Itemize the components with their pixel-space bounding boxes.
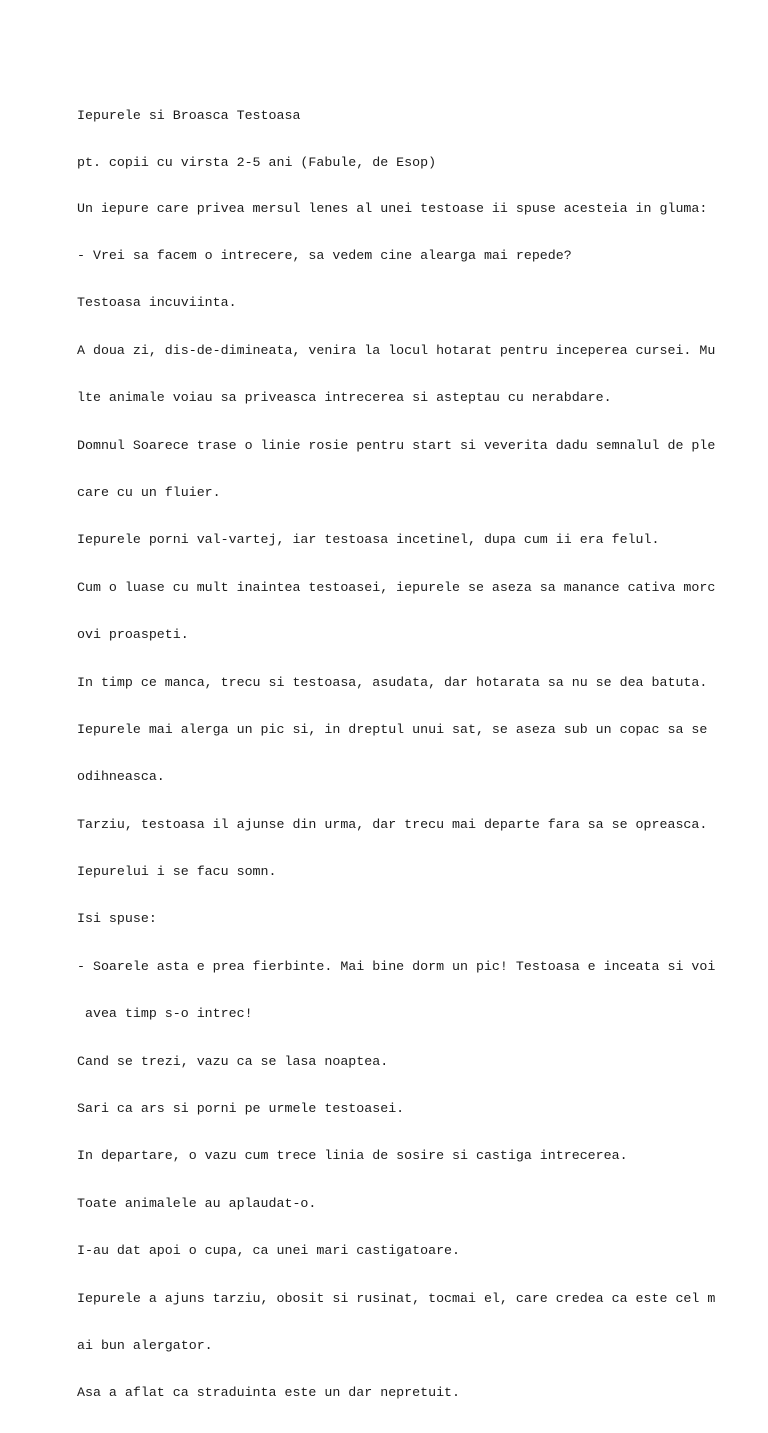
body-line: Un iepure care privea mersul lenes al unei testoase ii spuse acesteia in gluma: — [77, 200, 708, 216]
body-line: ovi proaspeti. — [77, 627, 189, 643]
body-line: lte animale voiau sa priveasca intrecerea si asteptau cu nerabdare. — [77, 390, 612, 406]
body-line: Toate animalele au aplaudat-o. — [77, 1195, 317, 1211]
body-line: Testoasa incuviinta. — [77, 295, 237, 311]
body-line: Iepurele porni val-vartej, iar testoasa incetinel, dupa cum ii era felul. — [77, 532, 660, 548]
document-body — [77, 169, 715, 1433]
body-line: I-au dat apoi o cupa, ca unei mari castigatoare. — [77, 1243, 461, 1259]
body-line: In timp ce manca, trecu si testoasa, asudata, dar hotarata sa nu se dea batuta. — [77, 674, 708, 690]
body-line: Iepurelui i se facu somn. — [77, 864, 277, 880]
document-subtitle: pt. copii cu virsta 2-5 ani (Fabule, de Esop) — [77, 154, 437, 170]
body-line: Iepurele mai alerga un pic si, in dreptul unui sat, se aseza sub un copac sa se — [77, 721, 708, 737]
body-line: Iepurele a ajuns tarziu, obosit si rusinat, tocmai el, care credea ca este cel m — [77, 1290, 716, 1306]
body-line: Tarziu, testoasa il ajunse din urma, dar trecu mai departe fara sa se opreasca. — [77, 816, 708, 832]
body-line: avea timp s-o intrec! — [77, 1006, 253, 1022]
body-line: Sari ca ars si porni pe urmele testoasei. — [77, 1101, 405, 1117]
body-line: Cand se trezi, vazu ca se lasa noaptea. — [77, 1053, 389, 1069]
body-line: A doua zi, dis-de-dimineata, venira la locul hotarat pentru inceperea cursei. Mu — [77, 342, 716, 358]
body-line: care cu un fluier. — [77, 484, 221, 500]
body-line: ai bun alergator. — [77, 1337, 213, 1353]
body-line: Domnul Soarece trase o linie rosie pentru start si veverita dadu semnalul de ple — [77, 437, 716, 453]
body-line: Cum o luase cu mult inaintea testoasei, iepurele se aseza sa manance cativa morc — [77, 579, 716, 595]
body-line: Asa a aflat ca straduinta este un dar nepretuit. — [77, 1385, 461, 1401]
body-line: odihneasca. — [77, 769, 165, 785]
body-line: - Soarele asta e prea fierbinte. Mai bine dorm un pic! Testoasa e inceata si voi — [77, 958, 716, 974]
body-line: In departare, o vazu cum trece linia de sosire si castiga intrecerea. — [77, 1148, 628, 1164]
document-title: Iepurele si Broasca Testoasa — [77, 107, 301, 123]
body-line: Isi spuse: — [77, 911, 157, 927]
body-line: - Vrei sa facem o intrecere, sa vedem cine alearga mai repede? — [77, 247, 572, 263]
